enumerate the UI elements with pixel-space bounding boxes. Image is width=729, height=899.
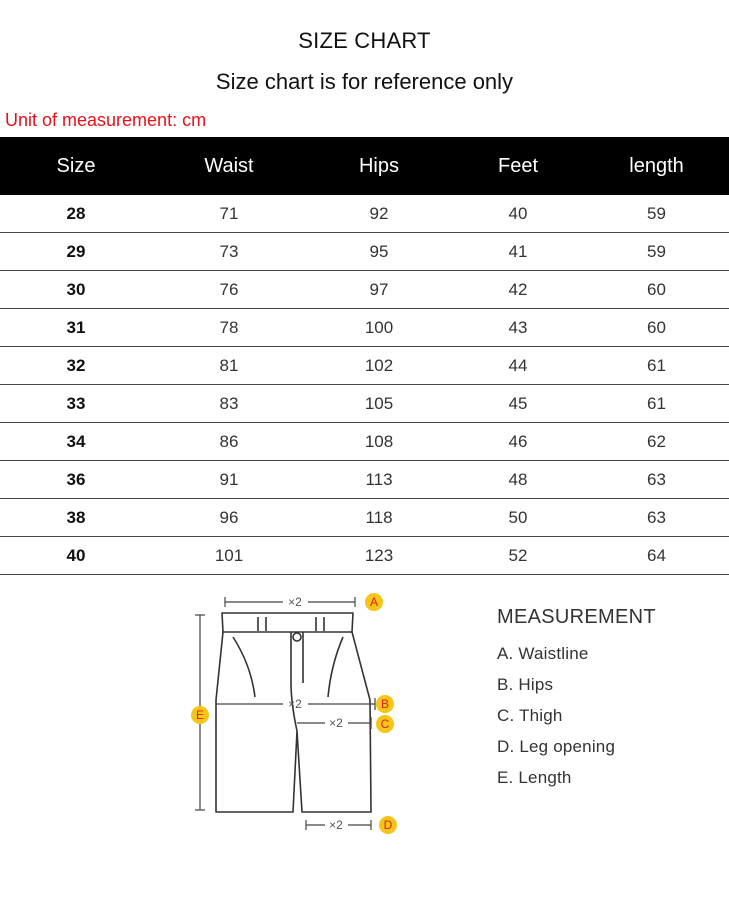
- measurement-item-thigh: C. Thigh: [497, 706, 563, 725]
- table-cell: 40: [0, 537, 152, 575]
- marker-e: [191, 706, 209, 724]
- table-cell: 63: [584, 499, 729, 537]
- table-cell: 73: [152, 233, 306, 271]
- page-title: SIZE CHART: [298, 28, 431, 53]
- measurement-item-waistline: A. Waistline: [497, 644, 589, 663]
- table-cell: 30: [0, 271, 152, 309]
- table-row: [0, 461, 729, 499]
- table-row: [0, 347, 729, 385]
- table-cell: 76: [152, 271, 306, 309]
- column-header-size: Size: [0, 137, 152, 195]
- multiplier-label-d: ×2: [329, 818, 343, 832]
- table-cell: 48: [452, 461, 584, 499]
- table-cell: 38: [0, 499, 152, 537]
- multiplier-label-a: ×2: [288, 595, 302, 609]
- table-cell: 101: [152, 537, 306, 575]
- marker-c-label: C: [380, 717, 390, 731]
- table-cell: 118: [306, 499, 452, 537]
- table-cell: 52: [452, 537, 584, 575]
- table-cell: 62: [584, 423, 729, 461]
- table-cell: 31: [0, 309, 152, 347]
- table-cell: 105: [306, 385, 452, 423]
- table-row: [0, 309, 729, 347]
- table-cell: 42: [452, 271, 584, 309]
- table-cell: 78: [152, 309, 306, 347]
- table-cell: 113: [306, 461, 452, 499]
- marker-d: [379, 816, 397, 834]
- table-cell: 63: [584, 461, 729, 499]
- table-row: [0, 423, 729, 461]
- marker-e-label: E: [195, 708, 205, 722]
- table-cell: 64: [584, 537, 729, 575]
- marker-b-label: B: [380, 697, 390, 711]
- column-header-feet: Feet: [452, 137, 584, 195]
- table-cell: 36: [0, 461, 152, 499]
- table-cell: 83: [152, 385, 306, 423]
- table-cell: 86: [152, 423, 306, 461]
- table-row: [0, 233, 729, 271]
- table-cell: 59: [584, 233, 729, 271]
- table-cell: 102: [306, 347, 452, 385]
- table-row: [0, 271, 729, 309]
- table-cell: 28: [0, 195, 152, 233]
- column-header-hips: Hips: [306, 137, 452, 195]
- column-header-length: length: [584, 137, 729, 195]
- table-body: [0, 195, 729, 575]
- table-row: [0, 499, 729, 537]
- table-cell: 46: [452, 423, 584, 461]
- marker-c: [376, 715, 394, 733]
- table-cell: 61: [584, 385, 729, 423]
- table-row: [0, 195, 729, 233]
- table-cell: 40: [452, 195, 584, 233]
- table-cell: 50: [452, 499, 584, 537]
- table-cell: 34: [0, 423, 152, 461]
- unit-note: Unit of measurement: cm: [5, 110, 207, 130]
- measurement-item-hips: B. Hips: [497, 675, 554, 694]
- table-cell: 45: [452, 385, 584, 423]
- marker-a-label: A: [369, 595, 379, 609]
- table-cell: 71: [152, 195, 306, 233]
- marker-d-label: D: [383, 818, 393, 832]
- table-cell: 44: [452, 347, 584, 385]
- table-row: [0, 537, 729, 575]
- table-cell: 60: [584, 271, 729, 309]
- column-header-waist: Waist: [152, 137, 306, 195]
- table-cell: 60: [584, 309, 729, 347]
- measurement-title: MEASUREMENT: [497, 606, 656, 628]
- table-cell: 97: [306, 271, 452, 309]
- table-cell: 32: [0, 347, 152, 385]
- measurement-legend: [497, 606, 656, 799]
- table-cell: 41: [452, 233, 584, 271]
- table-row: [0, 385, 729, 423]
- size-table: [0, 137, 729, 575]
- shorts-diagram: [185, 585, 410, 840]
- measurement-item-leg-opening: D. Leg opening: [497, 737, 616, 756]
- table-cell: 123: [306, 537, 452, 575]
- table-cell: 59: [584, 195, 729, 233]
- table-cell: 61: [584, 347, 729, 385]
- marker-b: [376, 695, 394, 713]
- page-subtitle: Size chart is for reference only: [215, 69, 514, 94]
- table-cell: 108: [306, 423, 452, 461]
- table-cell: 92: [306, 195, 452, 233]
- table-cell: 29: [0, 233, 152, 271]
- table-cell: 96: [152, 499, 306, 537]
- multiplier-label-c: ×2: [329, 716, 343, 730]
- shorts-outline: [216, 613, 371, 812]
- table-cell: 91: [152, 461, 306, 499]
- table-cell: 100: [306, 309, 452, 347]
- multiplier-label-b: ×2: [288, 697, 302, 711]
- table-cell: 81: [152, 347, 306, 385]
- table-cell: 33: [0, 385, 152, 423]
- table-cell: 43: [452, 309, 584, 347]
- table-header-row: [0, 137, 729, 195]
- marker-a: [365, 593, 383, 611]
- table-cell: 95: [306, 233, 452, 271]
- measurement-item-length: E. Length: [497, 768, 572, 787]
